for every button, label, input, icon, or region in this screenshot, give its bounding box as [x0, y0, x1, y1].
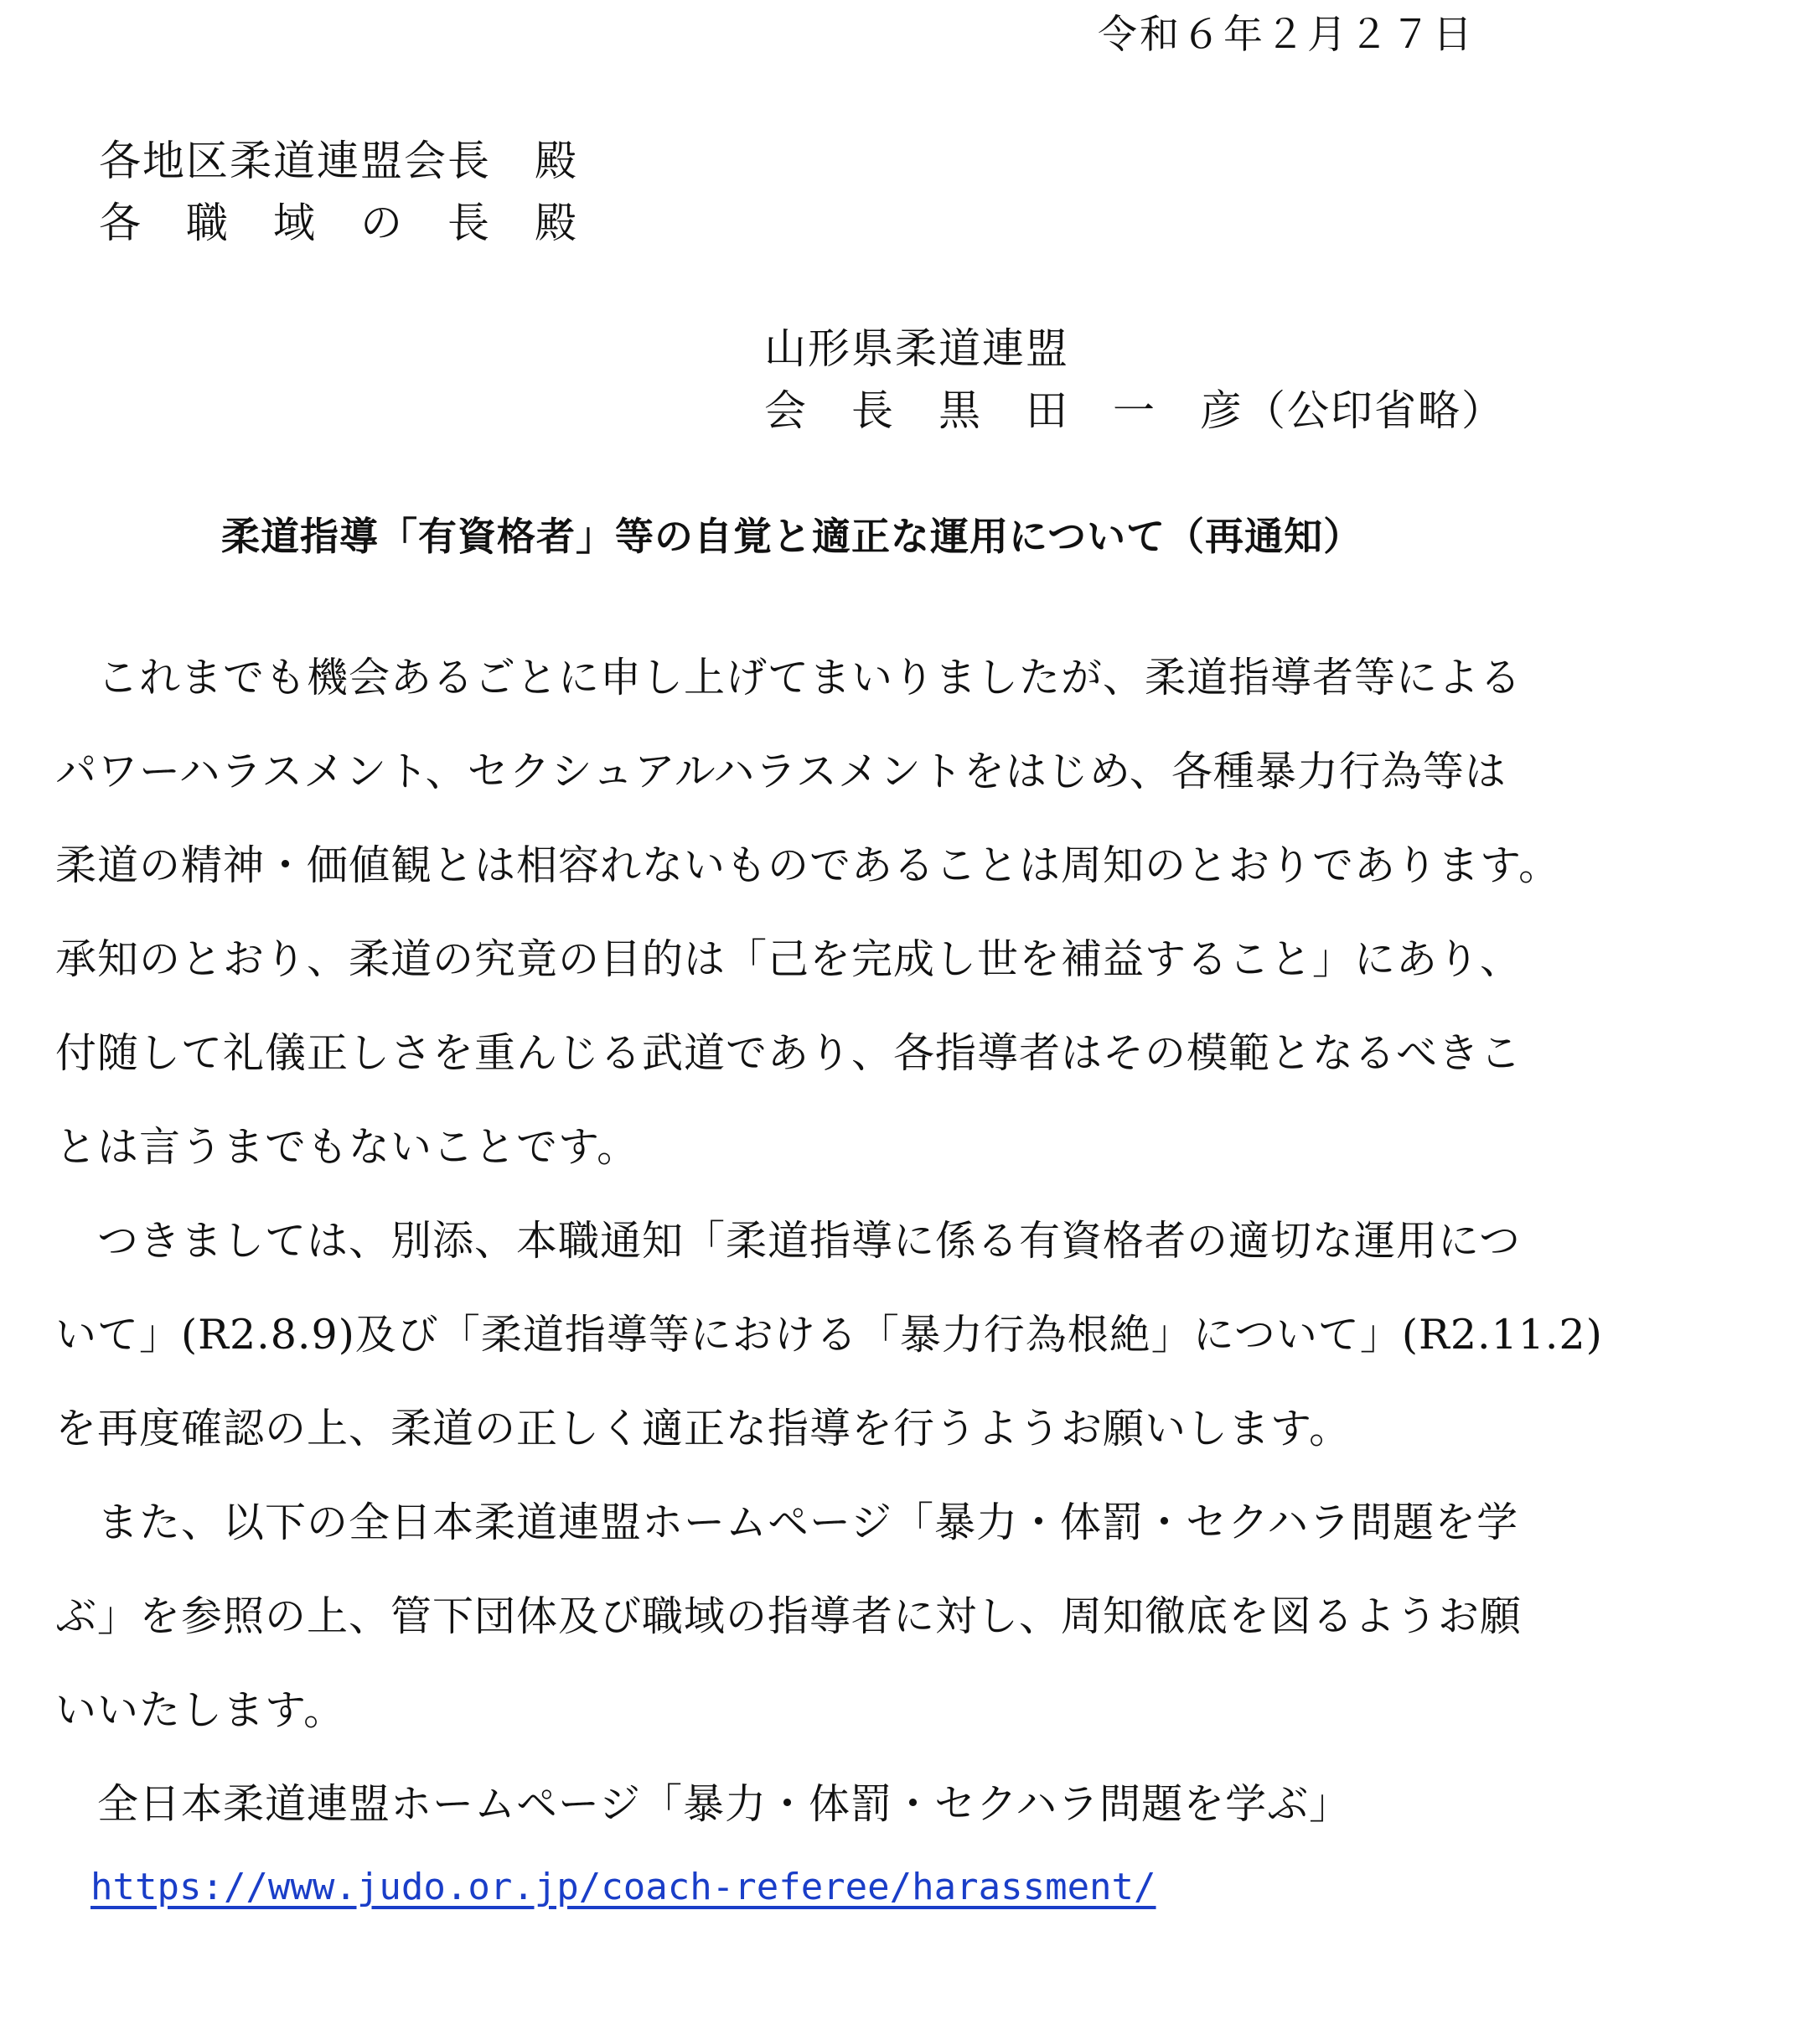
body-line: 全日本柔道連盟ホームページ「暴力・体罰・セクハラ問題を学ぶ」 [55, 1780, 1352, 1828]
recipient-line: 各 職 域 の 長 殿 [99, 199, 578, 247]
sender-organization: 山形県柔道連盟 [764, 324, 1069, 373]
body-line: 承知のとおり、柔道の究竟の目的は「己を完成し世を補益すること」にあり、 [55, 935, 1523, 983]
sender-name: 会 長 黒 田 一 彦（公印省略） [764, 386, 1505, 435]
body-line: を再度確認の上、柔道の正しく適正な指導を行うようお願いします。 [55, 1405, 1352, 1452]
document-title: 柔道指導「有資格者」等の自覚と適正な運用について（再通知） [221, 514, 1363, 559]
body-line: とは言うまでもないことです。 [55, 1123, 639, 1171]
document-date: 令和６年２月２７日 [1098, 12, 1475, 58]
body-line: 付随して礼儀正しさを重んじる武道であり、各指導者はその模範となるべきこ [55, 1029, 1523, 1077]
recipient-line: 各地区柔道連盟会長 殿 [99, 137, 578, 185]
body-line: 柔道の精神・価値観とは相容れないものであることは周知のとおりであります。 [55, 841, 1561, 889]
body-line: つきましては、別添、本職通知「柔道指導に係る有資格者の適切な運用につ [55, 1217, 1522, 1265]
body-line: いて」(R2.8.9)及び「柔道指導等における「暴力行為根絶」について」(R2.11.2) [55, 1311, 1603, 1359]
body-line: いいたします。 [55, 1686, 346, 1734]
body-line: ぶ」を参照の上、管下団体及び職域の指導者に対し、周知徹底を図るようお願 [55, 1592, 1523, 1640]
harassment-page-link[interactable]: https://www.judo.or.jp/coach-referee/harassment/ [90, 1866, 1156, 1908]
body-line: また、以下の全日本柔道連盟ホームページ「暴力・体罰・セクハラ問題を学 [55, 1499, 1519, 1546]
body-line: パワーハラスメント、セクシュアルハラスメントをはじめ、各種暴力行為等は [55, 748, 1507, 795]
body-line: これまでも機会あるごとに申し上げてまいりましたが、柔道指導者等による [55, 654, 1523, 701]
